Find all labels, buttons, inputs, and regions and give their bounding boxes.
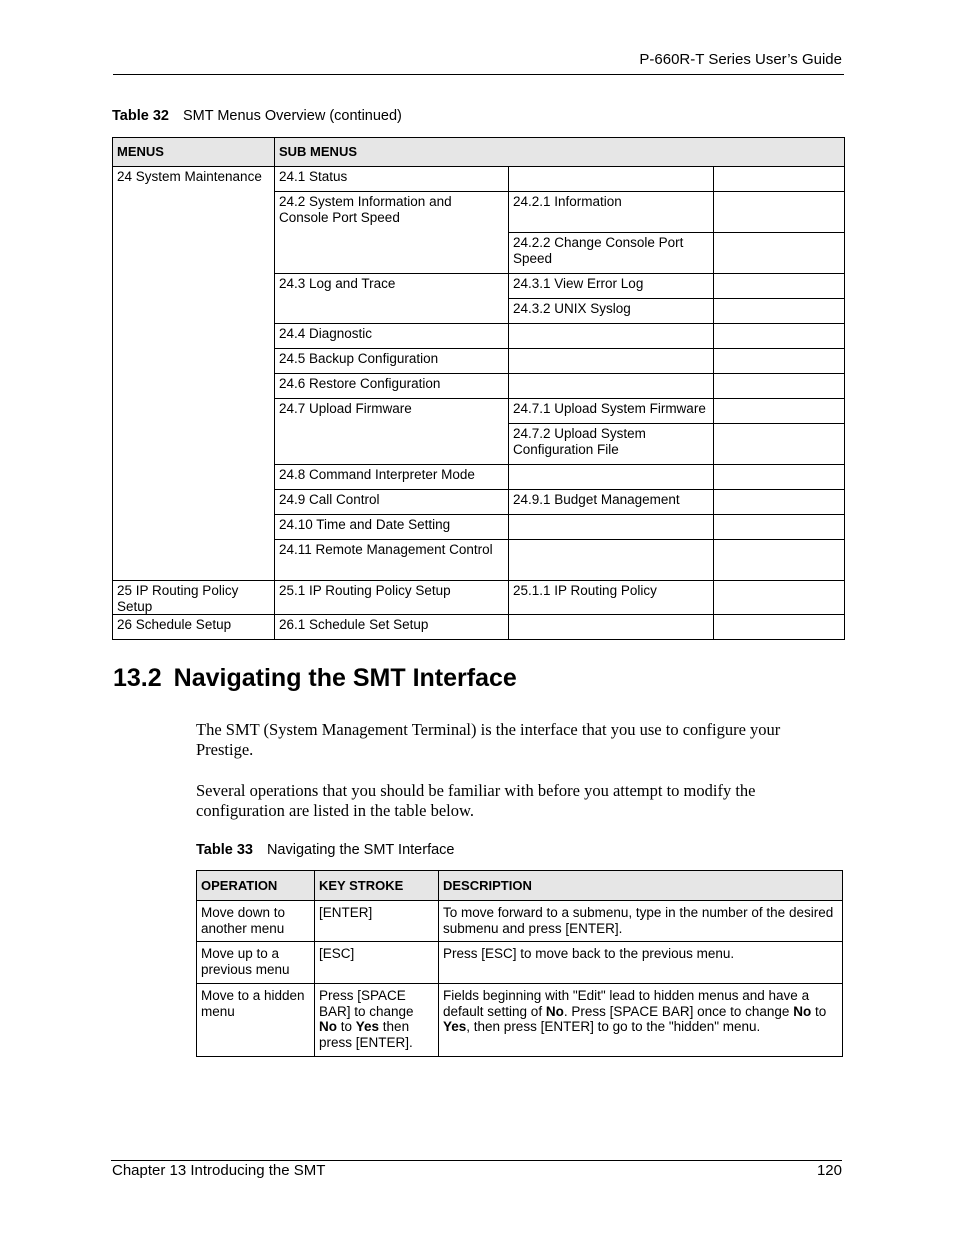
empty-cell <box>714 233 845 274</box>
bold-text: No <box>319 1019 337 1034</box>
empty-cell <box>714 424 845 465</box>
empty-cell <box>714 540 845 581</box>
empty-cell <box>714 167 845 192</box>
col-header-keystroke: KEY STROKE <box>315 871 439 901</box>
empty-cell <box>714 490 845 515</box>
bold-text: Yes <box>355 1019 380 1034</box>
sub-submenu-cell: 24.3.1 View Error Log <box>509 274 714 299</box>
empty-cell <box>714 465 845 490</box>
submenu-cell: 24.10 Time and Date Setting <box>275 515 509 540</box>
table33-caption-label: Table 33 <box>196 842 253 858</box>
footer-chapter: Chapter 13 Introducing the SMT <box>112 1162 326 1179</box>
sub-submenu-cell: 25.1.1 IP Routing Policy <box>509 581 714 615</box>
submenu-cell: 24.3 Log and Trace <box>275 274 509 324</box>
empty-cell <box>714 615 845 640</box>
submenu-cell: 24.4 Diagnostic <box>275 324 509 349</box>
sub-submenu-cell: 24.3.2 UNIX Syslog <box>509 299 714 324</box>
sub-submenu-cell <box>509 324 714 349</box>
text-run: Press [SPACE BAR] to change <box>319 988 414 1019</box>
table-row <box>113 167 845 192</box>
footer-page-number: 120 <box>816 1162 842 1179</box>
operation-cell: Move down to another menu <box>197 901 315 942</box>
submenu-cell: 24.6 Restore Configuration <box>275 374 509 399</box>
text-run: then press [ENTER]. <box>319 1019 413 1050</box>
sub-submenu-cell <box>509 349 714 374</box>
section-number: 13.2 <box>113 664 162 692</box>
smt-menus-overview-table <box>112 137 845 640</box>
sub-submenu-cell <box>509 167 714 192</box>
empty-cell <box>714 192 845 233</box>
operations-paragraph: Several operations that you should be familiar with before you attempt to modify the configuration are listed in the table below. <box>196 781 756 820</box>
sub-submenu-cell <box>509 615 714 640</box>
sub-submenu-cell: 24.2.2 Change Console Port Speed <box>509 233 714 274</box>
text-run: to <box>337 1019 356 1034</box>
empty-cell <box>714 349 845 374</box>
empty-cell <box>714 274 845 299</box>
empty-cell <box>714 299 845 324</box>
section-title: Navigating the SMT Interface <box>173 664 517 692</box>
keystroke-cell: [ENTER] <box>315 901 439 942</box>
bold-text: No <box>793 1003 812 1019</box>
table-row <box>197 942 843 984</box>
sub-submenu-cell: 24.9.1 Budget Management <box>509 490 714 515</box>
header-rule <box>113 74 844 75</box>
table32-caption-label: Table 32 <box>112 108 169 124</box>
table-row <box>113 581 845 615</box>
submenu-cell: 24.5 Backup Configuration <box>275 349 509 374</box>
submenu-cell: 26.1 Schedule Set Setup <box>275 615 509 640</box>
keystroke-cell: [ESC] <box>315 942 439 984</box>
description-cell: Press [ESC] to move back to the previous menu. <box>439 942 843 984</box>
text-run: Fields beginning with "Edit" lead to hidden menus and have a default setting of <box>443 988 810 1019</box>
table-row <box>197 901 843 942</box>
section-heading <box>113 664 517 693</box>
operation-cell: Move to a hidden menu <box>197 984 315 1057</box>
submenu-cell: 24.9 Call Control <box>275 490 509 515</box>
table-header-row <box>197 871 843 901</box>
sub-submenu-cell: 24.2.1 Information <box>509 192 714 233</box>
intro-paragraph: The SMT (System Management Terminal) is the interface that you use to configure your Prestige. <box>196 720 781 759</box>
empty-cell <box>714 581 845 615</box>
submenu-cell: 24.11 Remote Management Control <box>275 540 509 581</box>
table33-caption <box>196 842 454 858</box>
description-cell: To move forward to a submenu, type in the number of the desired submenu and press [ENTER]. <box>439 901 843 942</box>
sub-submenu-cell: 24.7.2 Upload System Configuration File <box>509 424 714 465</box>
col-header-description: DESCRIPTION <box>439 871 843 901</box>
empty-cell <box>714 515 845 540</box>
empty-cell <box>714 399 845 424</box>
col-header-submenus: SUB MENUS <box>275 138 845 167</box>
bold-text: No <box>545 1003 564 1019</box>
sub-submenu-cell <box>509 374 714 399</box>
text-run: . Press [SPACE BAR] once to change <box>563 1003 794 1019</box>
empty-cell <box>714 374 845 399</box>
keystroke-cell <box>315 984 439 1057</box>
table-header-row <box>113 138 845 167</box>
col-header-operation: OPERATION <box>197 871 315 901</box>
operation-cell: Move up to a previous menu <box>197 942 315 984</box>
table32-caption-text: SMT Menus Overview (continued) <box>182 108 402 124</box>
menu-cell: 25 IP Routing Policy Setup <box>113 581 275 615</box>
text-run: to <box>811 1003 827 1019</box>
sub-submenu-cell <box>509 465 714 490</box>
submenu-cell: 24.2 System Information and Console Port Speed <box>275 192 509 274</box>
sub-submenu-cell <box>509 540 714 581</box>
menu-cell: 26 Schedule Setup <box>113 615 275 640</box>
submenu-cell: 25.1 IP Routing Policy Setup <box>275 581 509 615</box>
text-run: , then press [ENTER] to go to the "hidden" menu. <box>466 1019 761 1034</box>
sub-submenu-cell <box>509 515 714 540</box>
table32-caption <box>112 108 402 124</box>
menu-cell: 24 System Maintenance <box>113 167 275 581</box>
running-header-title: P-660R-T Series User’s Guide <box>639 51 842 68</box>
table-row <box>113 615 845 640</box>
bold-text: Yes <box>443 1019 467 1034</box>
footer-rule <box>111 1160 842 1161</box>
submenu-cell: 24.7 Upload Firmware <box>275 399 509 465</box>
description-cell <box>439 984 843 1057</box>
navigating-smt-table <box>196 870 843 1057</box>
col-header-menus: MENUS <box>113 138 275 167</box>
table-row <box>197 984 843 1057</box>
submenu-cell: 24.1 Status <box>275 167 509 192</box>
sub-submenu-cell: 24.7.1 Upload System Firmware <box>509 399 714 424</box>
submenu-cell: 24.8 Command Interpreter Mode <box>275 465 509 490</box>
table33-caption-text: Navigating the SMT Interface <box>266 842 455 858</box>
empty-cell <box>714 324 845 349</box>
